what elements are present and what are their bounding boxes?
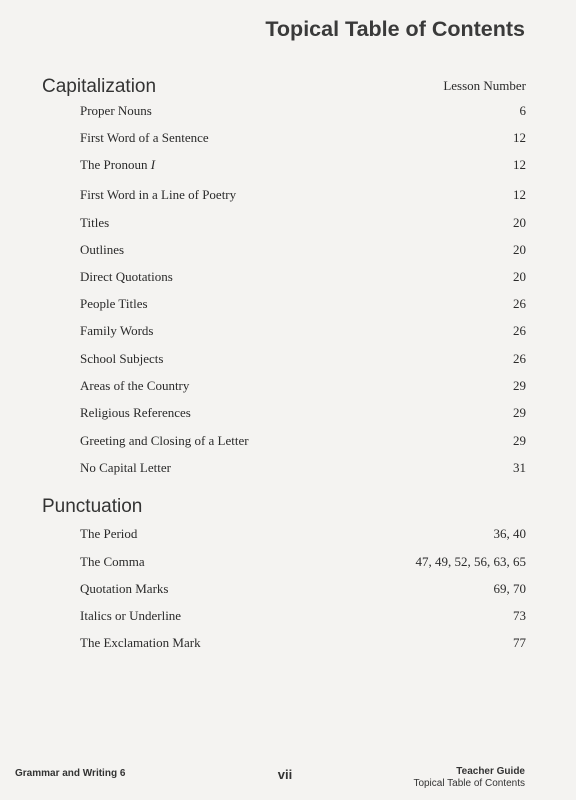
entry-lesson-number: 69, 70 bbox=[493, 581, 526, 596]
toc-entry bbox=[80, 296, 526, 314]
toc-entry bbox=[80, 378, 526, 396]
entry-lesson-number: 29 bbox=[513, 433, 526, 448]
footer-section-label: Topical Table of Contents bbox=[413, 778, 525, 789]
toc-entry bbox=[80, 526, 526, 544]
entry-topic: Greeting and Closing of a Letter bbox=[80, 433, 249, 448]
entry-lesson-number: 26 bbox=[513, 351, 526, 366]
entry-lesson-number: 73 bbox=[513, 608, 526, 623]
toc-entry bbox=[80, 215, 526, 233]
toc-entry bbox=[80, 187, 526, 205]
entry-topic: First Word in a Line of Poetry bbox=[80, 187, 237, 202]
entry-lesson-number: 20 bbox=[513, 242, 526, 257]
section-heading-punctuation: Punctuation bbox=[42, 496, 143, 517]
entry-topic: The Exclamation Mark bbox=[80, 635, 201, 650]
entry-topic: Direct Quotations bbox=[80, 269, 173, 284]
entry-topic: Family Words bbox=[80, 323, 154, 338]
lesson-number-column-header: Lesson Number bbox=[443, 78, 526, 93]
toc-entry bbox=[80, 608, 526, 626]
entry-lesson-number: 20 bbox=[513, 269, 526, 284]
toc-entry bbox=[80, 554, 526, 572]
entry-topic: Quotation Marks bbox=[80, 581, 169, 596]
entry-topic: No Capital Letter bbox=[80, 460, 171, 475]
toc-entry bbox=[80, 460, 526, 478]
toc-entry bbox=[80, 157, 526, 175]
page-number: vii bbox=[277, 767, 293, 782]
toc-entry bbox=[80, 103, 526, 121]
entry-lesson-number: 6 bbox=[519, 103, 526, 118]
toc-entry bbox=[80, 351, 526, 369]
entry-topic: School Subjects bbox=[80, 351, 164, 366]
entry-lesson-number: 36, 40 bbox=[493, 526, 526, 541]
toc-entry bbox=[80, 581, 526, 599]
entry-topic: Areas of the Country bbox=[80, 378, 190, 393]
entry-lesson-number: 31 bbox=[513, 460, 526, 475]
section-heading-capitalization: Capitalization bbox=[42, 76, 157, 97]
entry-topic: Italics or Underline bbox=[80, 608, 182, 623]
entry-lesson-number: 47, 49, 52, 56, 63, 65 bbox=[415, 554, 526, 569]
entry-lesson-number: 12 bbox=[513, 130, 526, 145]
entry-lesson-number: 29 bbox=[513, 405, 526, 420]
entry-topic-text: The Pronoun bbox=[80, 157, 151, 172]
toc-entry bbox=[80, 433, 526, 451]
footer-right bbox=[413, 766, 525, 790]
toc-entry bbox=[80, 635, 526, 653]
entry-topic bbox=[80, 157, 155, 173]
entry-topic: Proper Nouns bbox=[80, 103, 152, 118]
entry-topic: The Comma bbox=[80, 554, 145, 569]
toc-entry bbox=[80, 323, 526, 341]
toc-entry bbox=[80, 405, 526, 423]
entry-lesson-number: 12 bbox=[513, 187, 526, 202]
page-title: Topical Table of Contents bbox=[265, 17, 525, 41]
entry-lesson-number: 26 bbox=[513, 323, 526, 338]
entry-topic: Titles bbox=[80, 215, 110, 230]
footer-guide-label: Teacher Guide bbox=[456, 766, 525, 777]
toc-entry bbox=[80, 269, 526, 287]
entry-topic-italic: I bbox=[150, 157, 156, 172]
entry-lesson-number: 12 bbox=[513, 157, 526, 172]
footer-book-title: Grammar and Writing 6 bbox=[15, 768, 126, 779]
entry-lesson-number: 26 bbox=[513, 296, 526, 311]
entry-topic: First Word of a Sentence bbox=[80, 130, 209, 145]
entry-lesson-number: 20 bbox=[513, 215, 526, 230]
entry-topic: The Period bbox=[80, 526, 138, 541]
entry-lesson-number: 29 bbox=[513, 378, 526, 393]
entry-topic: Outlines bbox=[80, 242, 125, 257]
toc-entry bbox=[80, 130, 526, 148]
entry-topic: People Titles bbox=[80, 296, 148, 311]
entry-topic: Religious References bbox=[80, 405, 191, 420]
entry-lesson-number: 77 bbox=[513, 635, 526, 650]
toc-entry bbox=[80, 242, 526, 260]
